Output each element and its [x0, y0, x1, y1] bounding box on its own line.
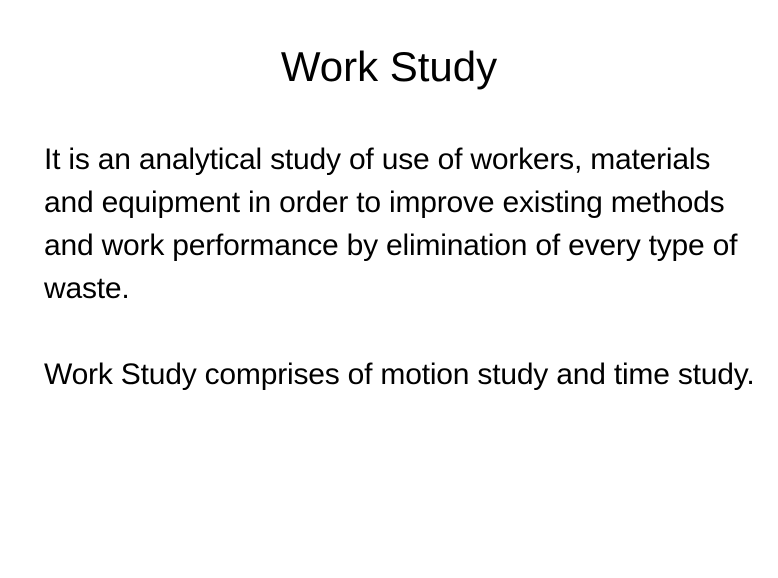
slide-body — [44, 138, 764, 396]
definition-paragraph: It is an analytical study of use of workers, materials and equipment in order to improve existing methods and work performance by elimination of every type of waste. — [44, 143, 738, 305]
components-paragraph: Work Study comprises of motion study and time study. — [44, 358, 755, 391]
slide-title: Work Study — [280, 43, 498, 90]
